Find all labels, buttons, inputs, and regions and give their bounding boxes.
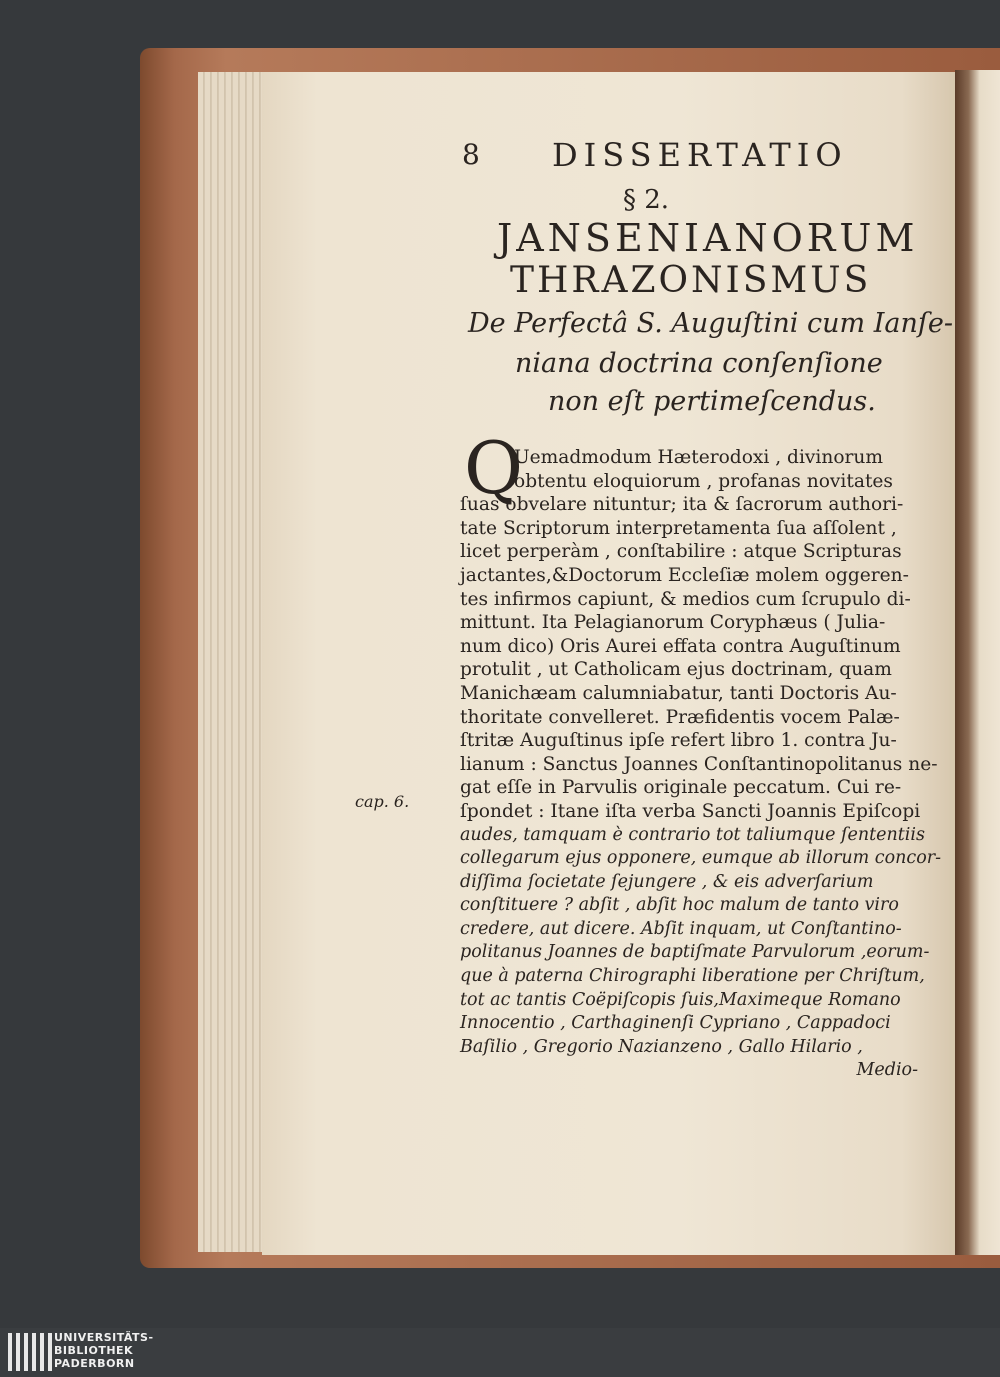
running-head: DISSERTATIO — [552, 136, 848, 174]
body-line: thoritate convelleret. Præfidentis vocem Palæ- — [460, 706, 900, 728]
body-line: ſtritæ Auguſtinus ipſe refert libro 1. contra Ju- — [460, 730, 897, 752]
library-name-line: UNIVERSITÄTS- — [54, 1331, 154, 1344]
marginal-note: cap. 6. — [355, 792, 410, 811]
body-line: Innocentio , Carthaginenſi Cypriano , Cappadoci — [460, 1013, 891, 1034]
body-line: credere, aut dicere. Abſit inquam, ut Conſtantino- — [460, 918, 902, 939]
library-name-line: PADERBORN — [54, 1357, 135, 1370]
body-text — [460, 446, 942, 1083]
body-line: gat eſſe in Parvulis originale peccatum. Cui re- — [460, 777, 902, 799]
body-line: que à paterna Chirographi liberatione per Chriſtum, — [460, 966, 925, 987]
section-title-line: THRAZONISMUS — [510, 260, 872, 301]
body-line: ſpondet : Itane iſta verba Sancti Joannis Epiſcopi — [460, 800, 921, 822]
book-gutter — [955, 70, 1000, 1255]
body-line: audes, tamquam è contrario tot taliumque ſententiis — [460, 824, 925, 845]
body-line: protulit , ut Catholicam ejus doctrinam, quam — [460, 659, 892, 681]
body-line: Uemadmodum Hæterodoxi , divinorum — [514, 447, 884, 468]
body-line: tes infirmos capiunt, & medios cum ſcrupulo di- — [460, 588, 911, 610]
body-line: politanus Joannes de baptiſmate Parvulorum ,eorum- — [460, 942, 930, 963]
body-line: num dico) Oris Aurei effata contra Auguſtinum — [460, 635, 901, 657]
body-line: tate Scriptorum interpretamenta ſua aſſolent , — [460, 517, 897, 539]
library-name-line: BIBLIOTHEK — [54, 1344, 134, 1357]
body-line: tot ac tantis Coëpiſcopis ſuis,Maximeque Romano — [460, 989, 901, 1010]
body-line: mittunt. Ita Pelagianorum Coryphæus ( Julia- — [460, 612, 886, 634]
catchword: Medio- — [856, 1060, 918, 1081]
section-title-line: JANSENIANORUM — [497, 216, 919, 260]
section-subtitle-line: De Perfectâ S. Auguſtini cum Ianſe- — [468, 308, 953, 339]
section-mark: § 2. — [623, 185, 670, 215]
section-subtitle-line: niana doctrina conſenſione — [515, 348, 883, 379]
body-line: conſtituere ? abſit , abſit hoc malum de tanto viro — [460, 895, 899, 916]
body-line: jactantes,&Doctorum Eccleſiæ molem oggeren- — [460, 564, 909, 586]
body-line: collegarum ejus opponere, eumque ab illorum concor- — [460, 848, 942, 869]
body-line: Baſilio , Gregorio Nazianzeno , Gallo Hilario , — [460, 1036, 863, 1057]
body-line: Manichæam calumniabatur, tanti Doctoris Au- — [460, 682, 897, 704]
body-line: obtentu eloquiorum , profanas novitates — [514, 470, 893, 492]
section-subtitle-line: non eſt pertimeſcendus. — [548, 386, 876, 417]
body-line: lianum : Sanctus Joannes Conſtantinopolitanus ne- — [460, 753, 938, 775]
library-logo-icon — [8, 1333, 52, 1371]
page-number: 8 — [462, 138, 480, 171]
body-line: diſſima ſocietate ſejungere , & eis adverſarium — [460, 871, 874, 892]
drop-cap-initial: Q — [464, 426, 524, 510]
body-line: ſuas obvelare nituntur; ita & ſacrorum authori- — [460, 494, 904, 516]
body-line: licet perperàm , conſtabilire : atque Scripturas — [460, 541, 902, 563]
